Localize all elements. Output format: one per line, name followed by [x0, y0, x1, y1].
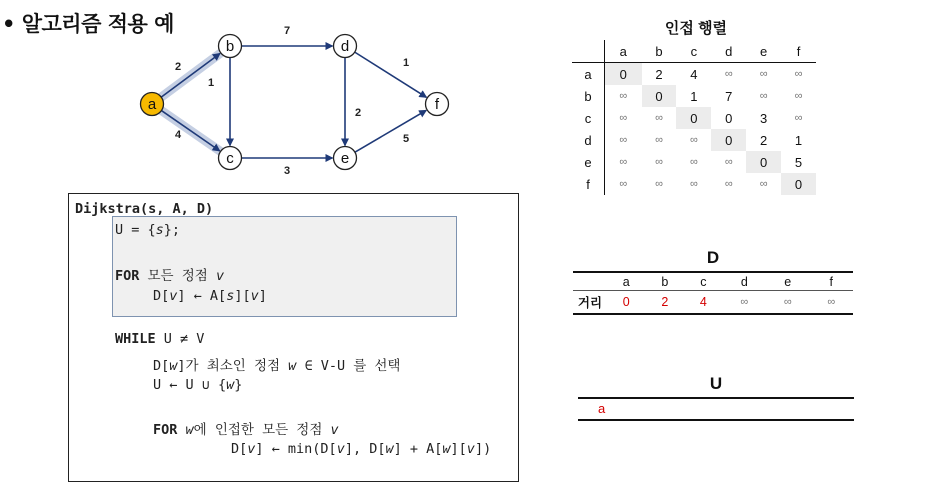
code-for2-body: D[v] ← min(D[v], D[w] + A[w][v]) [231, 441, 492, 457]
adj-cell: ∞ [619, 156, 628, 168]
dist-header-row [573, 272, 853, 291]
adj-cell: ∞ [724, 156, 733, 168]
dist-col-f: f [810, 272, 854, 291]
adj-cell: ∞ [724, 178, 733, 190]
edge-a-c [161, 111, 219, 151]
edge-d-f [355, 52, 427, 97]
adj-cell: 0 [605, 63, 642, 86]
dist-col-e: e [766, 272, 809, 291]
adj-corner [572, 40, 605, 63]
adjacency-matrix [572, 40, 816, 195]
adj-row [572, 129, 816, 151]
adj-cell: 2 [760, 132, 768, 148]
u-items [598, 401, 625, 416]
edge-weight-b-d: 7 [283, 25, 291, 37]
adj-row [572, 173, 816, 195]
adj-row-label: b [572, 85, 605, 107]
code-header: Dijkstra(s, A, D) [75, 201, 214, 217]
page-title: • 알고리즘 적용 예 [2, 12, 174, 36]
edge-weight-d-f: 1 [402, 57, 410, 69]
dist-row-label: 거리 [577, 296, 603, 310]
adj-row [572, 151, 816, 173]
adj-col-f: f [781, 40, 816, 63]
adj-cell: 7 [725, 88, 733, 104]
dist-value: ∞ [740, 296, 749, 308]
adj-col-e: e [746, 40, 781, 63]
adj-cell: ∞ [759, 178, 768, 190]
code-for1: FOR 모든 정점 v [115, 268, 225, 284]
dist-col-a: a [607, 272, 646, 291]
adj-col-a: a [605, 40, 642, 63]
dist-corner [573, 272, 607, 291]
adj-row-label: c [572, 107, 605, 129]
node-label-f: f [434, 96, 440, 113]
adj-title: 인접 행렬 [664, 20, 728, 37]
adj-col-b: b [642, 40, 677, 63]
code-while: WHILE U ≠ V [115, 331, 205, 347]
adj-cell: ∞ [794, 68, 803, 80]
adj-cell: ∞ [619, 112, 628, 124]
adj-cell: ∞ [689, 134, 698, 146]
adj-cell: 3 [760, 110, 768, 126]
edge-weight-d-e: 2 [354, 107, 362, 119]
code-init-u: U = {s}; [115, 222, 181, 238]
adj-cell: 2 [655, 66, 663, 82]
adj-cell: 0 [781, 173, 816, 195]
adj-cell: ∞ [759, 68, 768, 80]
adj-cell: 1 [794, 132, 803, 148]
adj-cell: ∞ [655, 112, 663, 124]
adj-cell: ∞ [655, 156, 663, 168]
edge-a-b [161, 53, 220, 97]
adj-row-label: a [572, 63, 605, 86]
adj-cell: ∞ [655, 134, 663, 146]
adj-cell: 0 [711, 129, 746, 151]
adj-row-label: f [572, 173, 605, 195]
adj-row-label: d [572, 129, 605, 151]
dist-row [573, 291, 853, 315]
adj-cell: ∞ [759, 90, 768, 102]
adj-row-label: e [572, 151, 605, 173]
u-bottom-line [578, 419, 854, 421]
dist-col-c: c [684, 272, 723, 291]
node-label-e: e [340, 150, 350, 167]
dist-value: ∞ [783, 296, 792, 308]
adj-cell: 4 [690, 66, 698, 82]
u-item: a [598, 401, 606, 416]
edge-weight-e-f: 5 [402, 133, 410, 145]
dist-value: 4 [699, 295, 707, 309]
adj-cell: ∞ [724, 68, 733, 80]
dist-value: ∞ [827, 296, 836, 308]
node-label-c: c [226, 150, 234, 167]
adj-cell: 5 [794, 154, 803, 170]
distance-table [573, 271, 853, 315]
adj-col-c: c [676, 40, 711, 63]
adj-cell: ∞ [689, 178, 698, 190]
code-while-l1: D[w]가 최소인 정점 w ∈ V-U 를 선택 [153, 358, 401, 374]
adj-cell: 0 [642, 85, 677, 107]
adj-row [572, 107, 816, 129]
adj-cell: ∞ [689, 156, 698, 168]
edge-weight-b-c: 1 [207, 77, 215, 89]
adj-cell: 0 [746, 151, 781, 173]
dist-col-b: b [646, 272, 685, 291]
code-while-l2: U ← U ∪ {w} [153, 377, 243, 393]
dist-value: 0 [622, 295, 630, 309]
adj-cell: ∞ [619, 178, 628, 190]
u-top-line [578, 397, 854, 399]
node-label-d: d [340, 38, 350, 55]
adj-cell: 1 [690, 88, 698, 104]
adj-cell: ∞ [794, 112, 803, 124]
adj-col-d: d [711, 40, 746, 63]
node-label-b: b [225, 38, 235, 55]
adj-cell: ∞ [619, 134, 628, 146]
adj-cell: ∞ [619, 90, 628, 102]
adj-cell: 0 [676, 107, 711, 129]
u-title: U [709, 374, 723, 393]
d-title: D [706, 248, 720, 267]
adj-cell: ∞ [655, 178, 663, 190]
adj-header-row [572, 40, 816, 63]
edge-e-f [355, 110, 426, 152]
edge-weight-a-b: 2 [174, 61, 182, 73]
dist-value: 2 [661, 295, 669, 309]
adj-row [572, 85, 816, 107]
code-for1-body: D[v] ← A[s][v] [153, 288, 267, 304]
graph-diagram [0, 0, 520, 190]
edge-weight-a-c: 4 [174, 129, 182, 141]
node-label-a: a [147, 96, 157, 113]
dist-col-d: d [723, 272, 766, 291]
adj-cell: ∞ [794, 90, 803, 102]
adj-row [572, 63, 816, 86]
adj-cell: 0 [725, 110, 733, 126]
edge-weight-c-e: 3 [283, 165, 291, 177]
code-for2: FOR w에 인접한 모든 정점 v [153, 422, 339, 438]
